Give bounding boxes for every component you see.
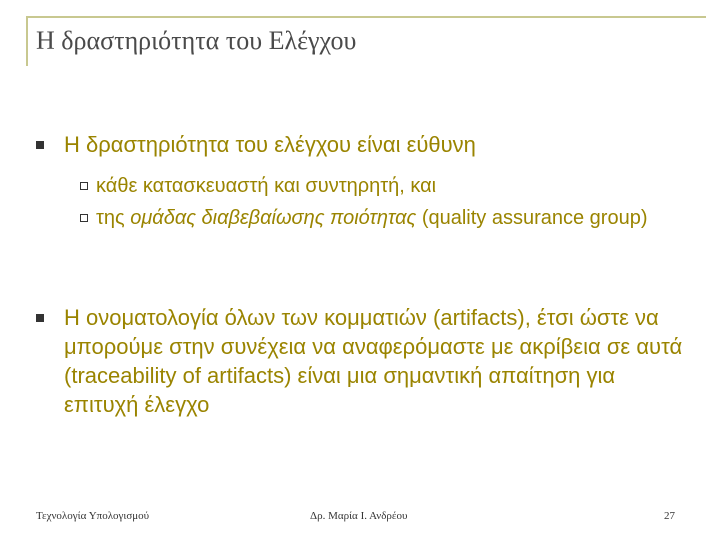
sub-bullet-item-2	[80, 205, 680, 261]
sub-bullet-text-2	[96, 205, 656, 231]
hollow-square-bullet-icon	[80, 214, 88, 222]
slide-title: Η δραστηριότητα του Ελέγχου	[36, 26, 357, 55]
footer-page-number: 27	[664, 510, 675, 522]
bullet-item-1	[36, 130, 676, 162]
square-bullet-icon	[36, 141, 44, 149]
hollow-square-bullet-icon	[80, 182, 88, 190]
footer-author: Δρ. Μαρία Ι. Ανδρέου	[310, 510, 408, 522]
footer-course-name: Τεχνολογία Υπολογισμού	[36, 510, 150, 522]
sub-bullet-text-2-emphasis: ομάδας διαβεβαίωσης ποιότητας	[130, 207, 417, 229]
sub-bullet-text-1: κάθε κατασκευαστή και συντηρητή, και	[96, 175, 437, 197]
title-frame-horizontal-line	[26, 16, 706, 18]
sub-bullet-item-1	[80, 173, 680, 199]
sub-bullet-text-2-suffix: (quality assurance group)	[416, 207, 648, 229]
sub-bullet-text-2-prefix: της	[96, 207, 131, 229]
bullet-text-1: Η δραστηριότητα του ελέγχου είναι εύθυνη	[64, 132, 476, 157]
bullet-text-2: Η ονοματολογία όλων των κομματιών (artifacts), έτσι ώστε να μπορούμε στην συνέχεια να αναφερόμαστε με ακρίβεια σε αυτά (traceability of artifacts) είναι μια σημαντική απαίτηση για επιτυχή έλεγχο	[64, 305, 683, 417]
title-frame-vertical-line	[26, 16, 28, 66]
square-bullet-icon	[36, 314, 44, 322]
bullet-item-2	[36, 303, 683, 463]
